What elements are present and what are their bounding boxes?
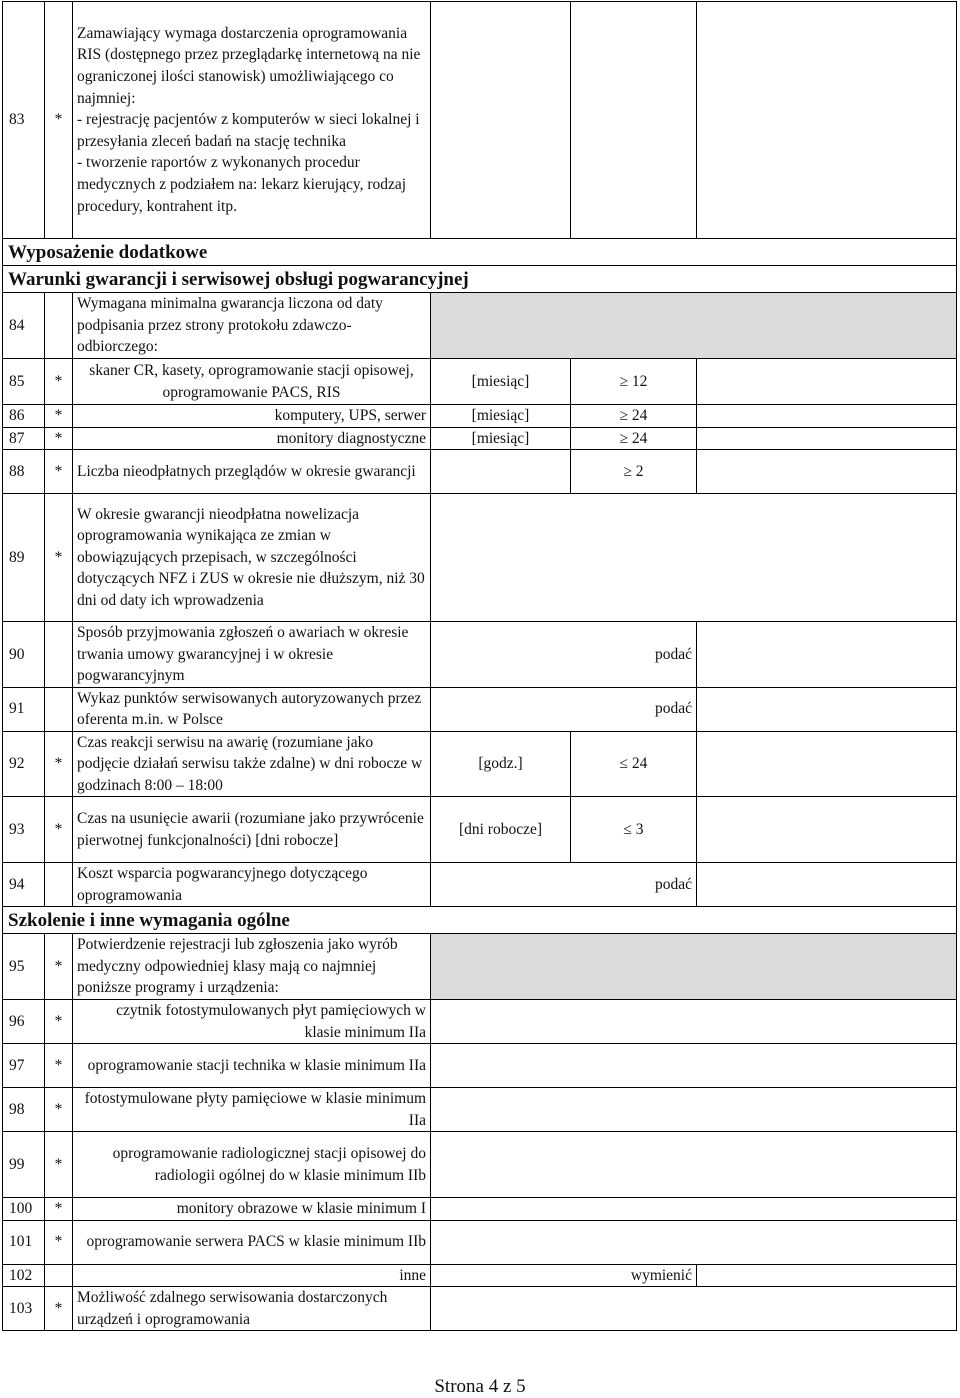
row-number: 89 (3, 494, 45, 622)
table-row (3, 450, 957, 494)
row-description: fotostymulowane płyty pamięciowe w klasie minimum IIa (73, 1088, 431, 1132)
required-mark: * (45, 427, 73, 450)
section-title-training: Szkolenie i inne wymagania ogólne (3, 907, 957, 934)
required-mark: * (45, 797, 73, 863)
required-mark (45, 622, 73, 688)
value-cell: ≥ 2 (571, 450, 697, 494)
table-row (3, 1198, 957, 1221)
row-number: 97 (3, 1044, 45, 1088)
row-description: Sposób przyjmowania zgłoszeń o awariach w okresie trwania umowy gwarancyjnej i w okresie pogwarancyjnym (73, 622, 431, 688)
table-row (3, 731, 957, 797)
row-number: 101 (3, 1220, 45, 1264)
row-description: oprogramowanie stacji technika w klasie minimum IIa (73, 1044, 431, 1088)
table-row (3, 622, 957, 688)
required-mark: * (45, 359, 73, 405)
required-mark: * (45, 1044, 73, 1088)
required-mark: * (45, 1220, 73, 1264)
row-description: monitory diagnostyczne (73, 427, 431, 450)
section-row (3, 239, 957, 266)
value-cell: podać (431, 863, 697, 907)
row-description: Czas na usunięcie awarii (rozumiane jako przywrócenie pierwotnej funkcjonalności) [dni robocze] (73, 797, 431, 863)
required-mark: * (45, 934, 73, 1000)
table-row (3, 1264, 957, 1287)
section-title-equipment: Wyposażenie dodatkowe (3, 239, 957, 266)
section-title-warranty: Warunki gwarancji i serwisowej obsługi pogwarancyjnej (3, 266, 957, 293)
row-description: komputery, UPS, serwer (73, 405, 431, 428)
required-mark: * (45, 405, 73, 428)
required-mark: * (45, 1088, 73, 1132)
row-number: 93 (3, 797, 45, 863)
row-number: 102 (3, 1264, 45, 1287)
value-cell: ≥ 24 (571, 405, 697, 428)
table-row (3, 1220, 957, 1264)
section-row (3, 266, 957, 293)
row-description: inne (73, 1264, 431, 1287)
required-mark: * (45, 494, 73, 622)
required-mark: * (45, 2, 73, 239)
required-mark: * (45, 1287, 73, 1331)
required-mark (45, 1264, 73, 1287)
value-cell: wymienić (431, 1264, 697, 1287)
unit-cell: [miesiąc] (431, 359, 571, 405)
row-number: 92 (3, 731, 45, 797)
table-row (3, 863, 957, 907)
value-cell: ≥ 12 (571, 359, 697, 405)
row-description: Zamawiający wymaga dostarczenia oprogramowania RIS (dostępnego przez przeglądarkę internetową na nie ograniczonej ilości stanowisk) umożliwiającego co najmniej: - rejestrację pacjentów z komputerów w sieci lokalnej i przesyłania zleceń badań na stację technika - tworzenie raportów z wykonanych procedur medycznych z podziałem na: lekarz kierujący, rodzaj procedury, kontrahent itp. (73, 2, 431, 239)
required-mark: * (45, 450, 73, 494)
row-number: 87 (3, 427, 45, 450)
row-description: Wykaz punktów serwisowanych autoryzowanych przez oferenta m.in. w Polsce (73, 687, 431, 731)
row-number: 100 (3, 1198, 45, 1221)
table-row (3, 293, 957, 359)
row-number: 98 (3, 1088, 45, 1132)
row-number: 88 (3, 450, 45, 494)
row-description: Czas reakcji serwisu na awarię (rozumiane jako podjęcie działań serwisu także zdalne) w dni robocze w godzinach 8:00 – 18:00 (73, 731, 431, 797)
row-description: oprogramowanie serwera PACS w klasie minimum IIb (73, 1220, 431, 1264)
shaded-cell (431, 934, 957, 1000)
row-number: 99 (3, 1132, 45, 1198)
value-cell: podać (431, 687, 697, 731)
row-number: 86 (3, 405, 45, 428)
row-description: Wymagana minimalna gwarancja liczona od daty podpisania przez strony protokołu zdawczo-odbiorczego: (73, 293, 431, 359)
table-row (3, 1000, 957, 1044)
row-description: skaner CR, kasety, oprogramowanie stacji opisowej, oprogramowanie PACS, RIS (73, 359, 431, 405)
table-row (3, 687, 957, 731)
row-description: oprogramowanie radiologicznej stacji opisowej do radiologii ogólnej do w klasie minimum IIb (73, 1132, 431, 1198)
required-mark (45, 687, 73, 731)
row-number: 95 (3, 934, 45, 1000)
table-row (3, 359, 957, 405)
table-row (3, 405, 957, 428)
required-mark: * (45, 731, 73, 797)
required-mark (45, 863, 73, 907)
row-description: czytnik fotostymulowanych płyt pamięciowych w klasie minimum IIa (73, 1000, 431, 1044)
table-row (3, 1132, 957, 1198)
row-description: W okresie gwarancji nieodpłatna nowelizacja oprogramowania wynikająca ze zmian w obowiązujących przepisach, w szczególności dotyczących NFZ i ZUS w okresie nie dłuższym, niż 30 dni od daty ich wprowadzenia (73, 494, 431, 622)
table-row (3, 2, 957, 239)
row-number: 91 (3, 687, 45, 731)
row-number: 96 (3, 1000, 45, 1044)
table-row (3, 427, 957, 450)
row-number: 85 (3, 359, 45, 405)
table-row (3, 1044, 957, 1088)
row-description: Liczba nieodpłatnych przeglądów w okresie gwarancji (73, 450, 431, 494)
required-mark: * (45, 1198, 73, 1221)
row-number: 83 (3, 2, 45, 239)
value-cell: ≤ 24 (571, 731, 697, 797)
value-cell: ≥ 24 (571, 427, 697, 450)
table-row (3, 934, 957, 1000)
row-description: Możliwość zdalnego serwisowania dostarczonych urządzeń i oprogramowania (73, 1287, 431, 1331)
section-row (3, 907, 957, 934)
unit-cell: [miesiąc] (431, 427, 571, 450)
value-cell: ≤ 3 (571, 797, 697, 863)
table-row (3, 494, 957, 622)
shaded-cell (431, 293, 957, 359)
value-cell: podać (431, 622, 697, 688)
required-mark: * (45, 1132, 73, 1198)
row-number: 94 (3, 863, 45, 907)
row-description: monitory obrazowe w klasie minimum I (73, 1198, 431, 1221)
table-row (3, 1088, 957, 1132)
spec-table (2, 1, 957, 1331)
table-row (3, 797, 957, 863)
table-row (3, 1287, 957, 1331)
required-mark (45, 293, 73, 359)
required-mark: * (45, 1000, 73, 1044)
row-description: Potwierdzenie rejestracji lub zgłoszenia jako wyrób medyczny odpowiedniej klasy mają co najmniej poniższe programy i urządzenia: (73, 934, 431, 1000)
row-number: 103 (3, 1287, 45, 1331)
unit-cell: [miesiąc] (431, 405, 571, 428)
unit-cell: [godz.] (431, 731, 571, 797)
row-number: 84 (3, 293, 45, 359)
page-footer: Strona 4 z 5 (434, 1376, 526, 1397)
row-description: Koszt wsparcia pogwarancyjnego dotyczącego oprogramowania (73, 863, 431, 907)
unit-cell: [dni robocze] (431, 797, 571, 863)
row-number: 90 (3, 622, 45, 688)
